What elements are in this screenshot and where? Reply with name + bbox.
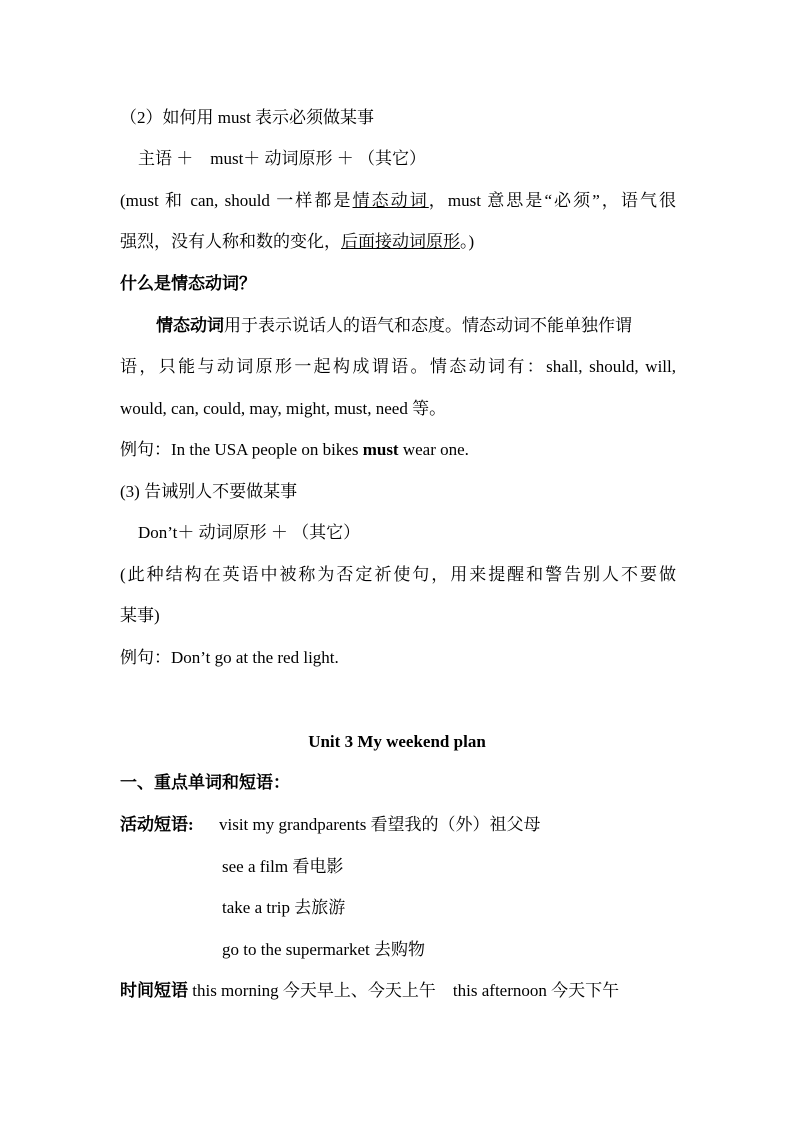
modal-definition-line1 <box>156 314 676 338</box>
activity-phrase: see a film 看电影 <box>222 857 344 876</box>
example-text: Don’t go at the red light. <box>171 648 339 667</box>
example-bold-word: must <box>362 440 399 459</box>
section3-heading: (3) 告诫别人不要做某事 <box>120 482 298 501</box>
modal-question: 什么是情态动词？ <box>120 274 256 293</box>
section2-formula: 主语 ＋ must＋ 动词原形 ＋ （其它） <box>138 149 427 168</box>
section3-formula: Don’t＋ 动词原形 ＋ （其它） <box>138 523 361 542</box>
activity-phrase: take a trip 去旅游 <box>222 898 346 917</box>
example-label: 例句： <box>120 440 171 459</box>
activity-phrase: go to the supermarket 去购物 <box>222 940 426 959</box>
unit-title: Unit 3 My weekend plan <box>308 732 486 751</box>
modal-term: 情态动词 <box>156 316 224 335</box>
section3-note-line2: 某事) <box>120 606 160 625</box>
note-text: (must 和 can, should 一样都是 <box>120 191 353 210</box>
note-text: 。) <box>460 232 475 251</box>
section3-example <box>120 646 676 670</box>
example-label: 例句： <box>120 648 171 667</box>
example-text: In the USA people on bikes <box>171 440 363 459</box>
time-phrases-row <box>120 979 676 1003</box>
note-text: ，must 意思是“必须”，语气很 <box>428 191 677 210</box>
section2-note-line2 <box>120 230 676 254</box>
activity-label: 活动短语: <box>120 815 194 834</box>
section2-heading: （2）如何用 must 表示必须做某事 <box>120 108 375 127</box>
section3-note-line1: (此种结构在英语中被称为否定祈使句，用来提醒和警告别人不要做 <box>120 565 676 584</box>
underlined-term: 后面接动词原形 <box>341 232 460 251</box>
underlined-term: 情态动词 <box>352 191 429 210</box>
note-text: 强烈，没有人称和数的变化， <box>120 232 341 251</box>
definition-text: 用于表示说话人的语气和态度。情态动词不能单独作谓 <box>224 316 632 335</box>
time-label: 时间短语 <box>120 981 188 1000</box>
part1-heading: 一、重点单词和短语： <box>120 773 290 792</box>
activity-phrase: visit my grandparents 看望我的（外）祖父母 <box>219 815 541 834</box>
activity-row-1 <box>120 813 676 837</box>
time-phrases: this morning 今天早上、今天上午 this afternoon 今天下午 <box>188 981 620 1000</box>
example-text: wear one. <box>398 440 469 459</box>
section2-note-line1 <box>120 189 676 213</box>
modal-definition-line3: would, can, could, may, might, must, need 等。 <box>120 399 447 418</box>
modal-definition-line2: 语，只能与动词原形一起构成谓语。情态动词有：shall, should, will, <box>120 357 676 376</box>
modal-example <box>120 438 676 462</box>
